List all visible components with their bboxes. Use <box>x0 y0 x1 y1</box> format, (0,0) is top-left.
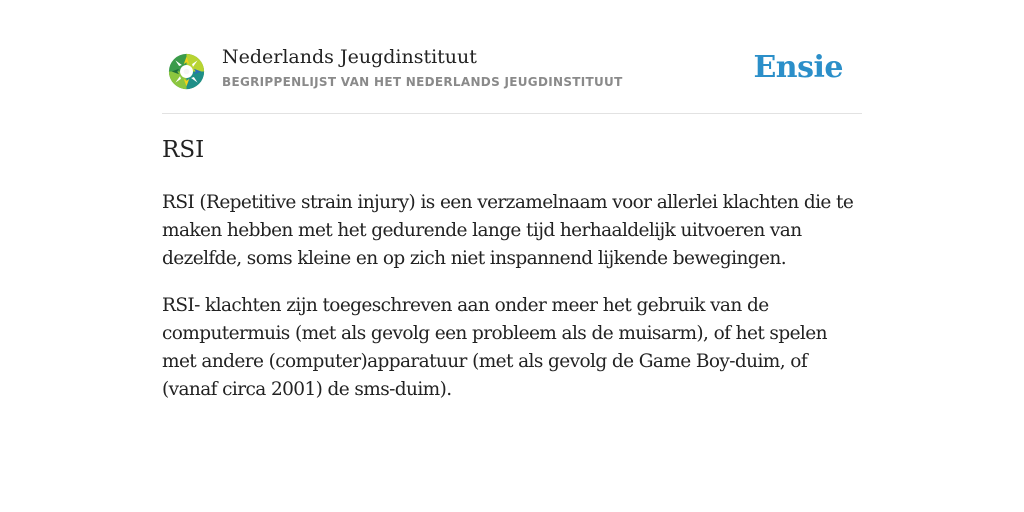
term-title: RSI <box>162 137 205 163</box>
site-header <box>162 40 862 114</box>
glossary-subtitle[interactable]: BEGRIPPENLIJST VAN HET NEDERLANDS JEUGDINSTITUUT <box>222 75 623 89</box>
definition-body <box>162 189 862 423</box>
definition-paragraph-2: RSI- klachten zijn toegeschreven aan onder meer het gebruik van de computermuis (met als gevolg een probleem als de muisarm), of het spelen met andere (computer)apparatuur (met als gevolg de Game Boy-duim, of (vanaf circa 2001) de sms-duim). <box>162 295 827 400</box>
flower-logo-icon[interactable] <box>168 53 205 90</box>
organization-name[interactable]: Nederlands Jeugdinstituut <box>222 46 477 68</box>
ensie-logo[interactable]: Ensie <box>753 50 843 85</box>
definition-paragraph-1: RSI (Repetitive strain injury) is een verzamelnaam voor allerlei klachten die te maken hebben met het gedurende lange tijd herhaaldelijk uitvoeren van dezelfde, soms kleine en op zich niet inspannend lijkende bewegingen. <box>162 192 854 269</box>
